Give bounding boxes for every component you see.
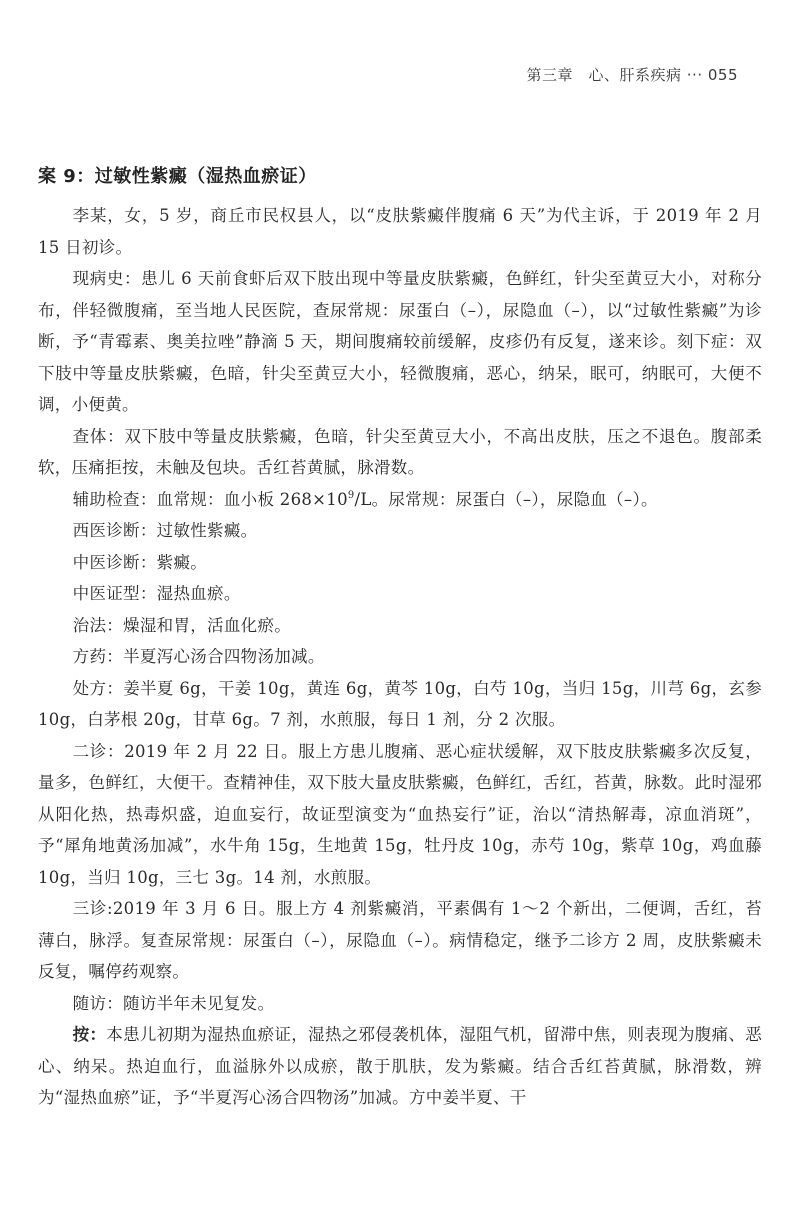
paragraph-third-visit: 三诊:2019 年 3 月 6 日。服上方 4 剂紫癜消，平素偶有 1～2 个新出，二便调，舌红，苔薄白，脉浮。复查尿常规：尿蛋白（–），尿隐血（–）。病情稳定，继予二诊方 2 周，皮肤紫癜未反复，嘱停药观察。 — [38, 899, 762, 981]
running-head: 第三章 心、肝系疾病 ··· 055 — [526, 66, 738, 84]
paragraph-follow-up: 随访：随访半年未见复发。 — [72, 993, 275, 1013]
paragraph-second-visit: 二诊：2019 年 2 月 22 日。服上方患儿腹痛、恶心症状缓解，双下肢皮肤紫癜多次反复，量多，色鲜红，大便干。查精神佳，双下肢大量皮肤紫癜，色鲜红，舌红，苔黄，脉数。此时湿邪从阳化热，热毒炽盛，迫血妄行，故证型演变为“血热妄行”证，治以“清热解毒，凉血消斑”，予“犀角地黄汤加减”，水牛角 15g，生地黄 15g，牡丹皮 10g，赤芍 10g，紫草 10g，鸡血藤 10g，当归 10g，三七 3g。14 剂，水煎服。 — [38, 741, 762, 887]
paragraph-tcm-syndrome: 中医证型：湿热血瘀。 — [72, 584, 241, 603]
commentary-body: 本患儿初期为湿热血瘀证，湿热之邪侵袭机体，湿阻气机，留滞中焦，则表现为腹痛、恶心、纳呆。热迫血行，血溢脉外以成瘀，散于肌肤，发为紫癜。结合舌红苔黄腻，脉滑数，辨为“湿热血瘀”证，予“半夏泻心汤合四物汤”加减。方中姜半夏、干 — [38, 1025, 763, 1107]
paragraph-treatment-principle: 治法：燥湿和胃，活血化瘀。 — [72, 615, 292, 635]
case-body — [38, 200, 762, 1114]
aux-exam-text: 辅助检查：血常规：血小板 268×10 — [72, 489, 348, 509]
aux-exam-exponent: 9 — [347, 489, 355, 501]
paragraph-commentary — [38, 1019, 762, 1114]
paragraph-intro: 李某，女，5 岁，商丘市民权县人，以“皮肤紫癜伴腹痛 6 天”为代主诉，于 2019 年 2 月 15 日初诊。 — [38, 206, 762, 257]
paragraph-formula: 方药：半夏泻心汤合四物汤加减。 — [72, 647, 325, 666]
paragraph-present-history: 现病史：患儿 6 天前食虾后双下肢出现中等量皮肤紫癜，色鲜红，针尖至黄豆大小，对称分布，伴轻微腹痛，至当地人民医院，查尿常规：尿蛋白（–），尿隐血（–），以“过敏性紫癜”为诊断，予“青霉素、奥美拉唑”静滴 5 天，期间腹痛较前缓解，皮疹仍有反复，遂来诊。刻下症：双下肢中等量皮肤紫癜，色暗，针尖至黄豆大小，轻微腹痛，恶心，纳呆，眠可，纳眠可，大便不调，小便黄。 — [38, 269, 762, 414]
paragraph-physical-exam: 查体：双下肢中等量皮肤紫癜，色暗，针尖至黄豆大小，不高出皮肤，压之不退色。腹部柔软，压痛拒按，未触及包块。舌红苔黄腻，脉滑数。 — [38, 426, 762, 477]
aux-exam-text-tail: /L。尿常规：尿蛋白（–），尿隐血（–）。 — [354, 489, 658, 509]
case-title: 案 9：过敏性紫癜（湿热血瘀证） — [38, 166, 317, 187]
paragraph-tcm-diagnosis: 中医诊断：紫癜。 — [72, 552, 208, 572]
paragraph-prescription: 处方：姜半夏 6g，干姜 10g，黄连 6g，黄芩 10g，白芍 10g，当归 15g，川芎 6g，玄参 10g，白茅根 20g，甘草 6g。7 剂，水煎服，每日 1 剂，分 2 次服。 — [38, 678, 762, 729]
paragraph-western-diagnosis: 西医诊断：过敏性紫癜。 — [72, 521, 258, 540]
commentary-lead: 按： — [72, 1025, 107, 1044]
paragraph-aux-exam — [38, 484, 762, 516]
